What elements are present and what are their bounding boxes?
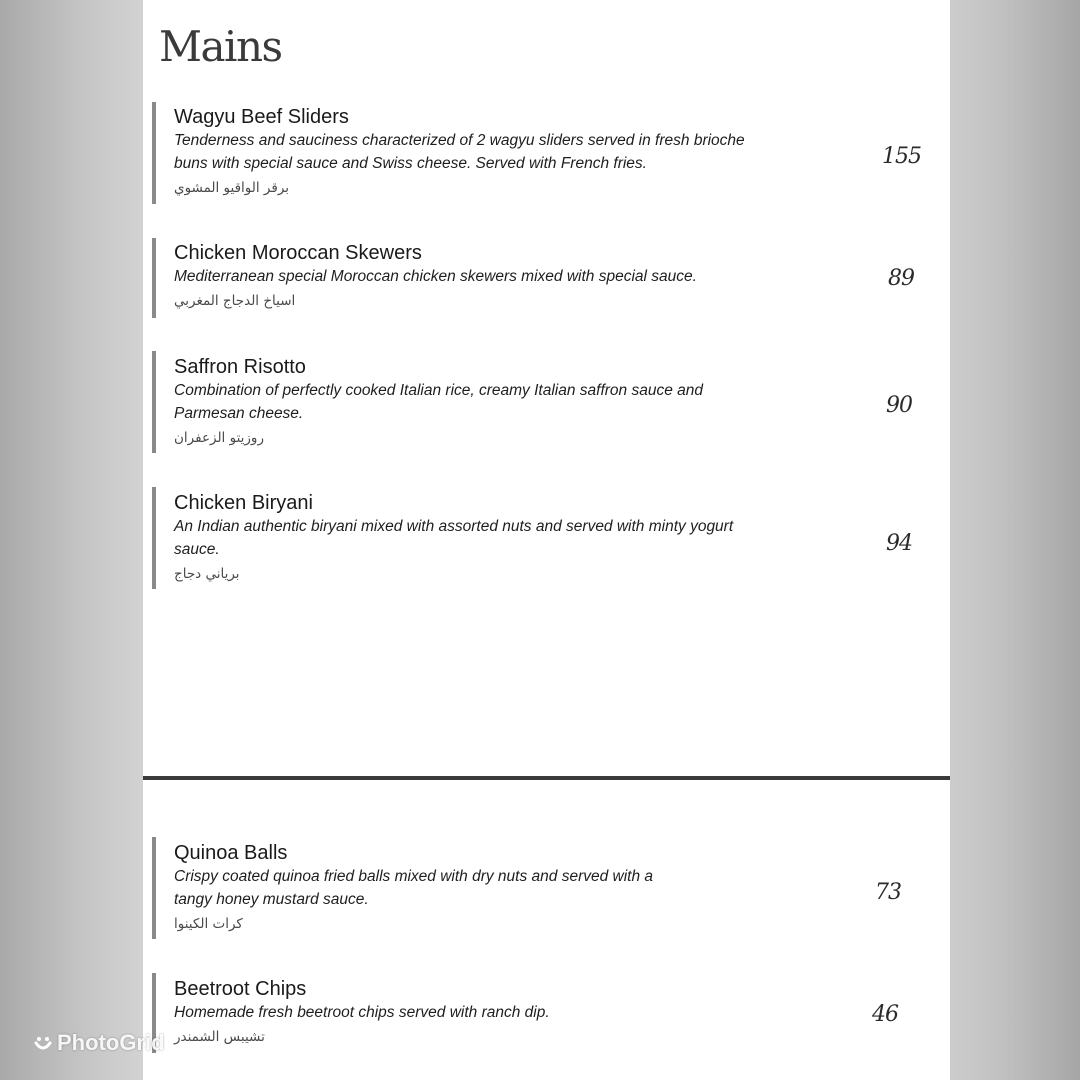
menu-item-chicken-biryani — [152, 487, 754, 589]
item-description: An Indian authentic biryani mixed with assorted nuts and served with minty yogurt sauce. — [174, 518, 734, 558]
item-name: Wagyu Beef Sliders — [174, 106, 349, 128]
item-name: Chicken Biryani — [174, 492, 313, 514]
smile-logo-icon — [33, 1033, 53, 1053]
photogrid-watermark — [33, 1030, 165, 1056]
item-arabic-name: برقر الواقيو المشوي — [174, 180, 290, 196]
item-name: Saffron Risotto — [174, 356, 306, 378]
menu-item-beetroot-chips — [152, 973, 694, 1053]
item-arabic-name: كرات الكينوا — [174, 916, 243, 932]
item-price: 155 — [882, 144, 921, 169]
watermark-text: PhotoGrid — [57, 1030, 165, 1055]
menu-item-quinoa-balls — [152, 837, 674, 939]
section-title: Mains — [159, 22, 282, 71]
item-name: Chicken Moroccan Skewers — [174, 242, 422, 264]
menu-item-chicken-moroccan-skewers — [152, 238, 774, 318]
item-arabic-name: تشيبس الشمندر — [174, 1029, 265, 1045]
item-arabic-name: برياني دجاج — [174, 566, 240, 582]
item-description: Combination of perfectly cooked Italian rice, creamy Italian saffron sauce and Parmesan cheese. — [174, 382, 703, 422]
item-description: Mediterranean special Moroccan chicken skewers mixed with special sauce. — [174, 268, 697, 285]
item-name: Beetroot Chips — [174, 978, 307, 1000]
item-price: 73 — [875, 880, 901, 905]
item-price: 94 — [886, 531, 912, 556]
item-description: Crispy coated quinoa fried balls mixed with dry nuts and served with a tangy honey mustard sauce. — [174, 868, 654, 908]
item-description: Tenderness and sauciness characterized of 2 wagyu sliders served in fresh brioche buns with special sauce and Swiss cheese. Served with French fries. — [174, 132, 745, 172]
item-arabic-name: اسياخ الدجاج المغربي — [174, 293, 296, 309]
item-price: 89 — [888, 266, 914, 291]
item-description: Homemade fresh beetroot chips served with ranch dip. — [174, 1004, 550, 1021]
menu-item-saffron-risotto — [152, 351, 734, 453]
item-arabic-name: روزيتو الزعفران — [174, 430, 264, 446]
item-price: 90 — [886, 393, 912, 418]
menu-item-wagyu-beef-sliders — [152, 102, 774, 204]
item-price: 46 — [872, 1002, 898, 1027]
item-name: Quinoa Balls — [174, 842, 288, 864]
